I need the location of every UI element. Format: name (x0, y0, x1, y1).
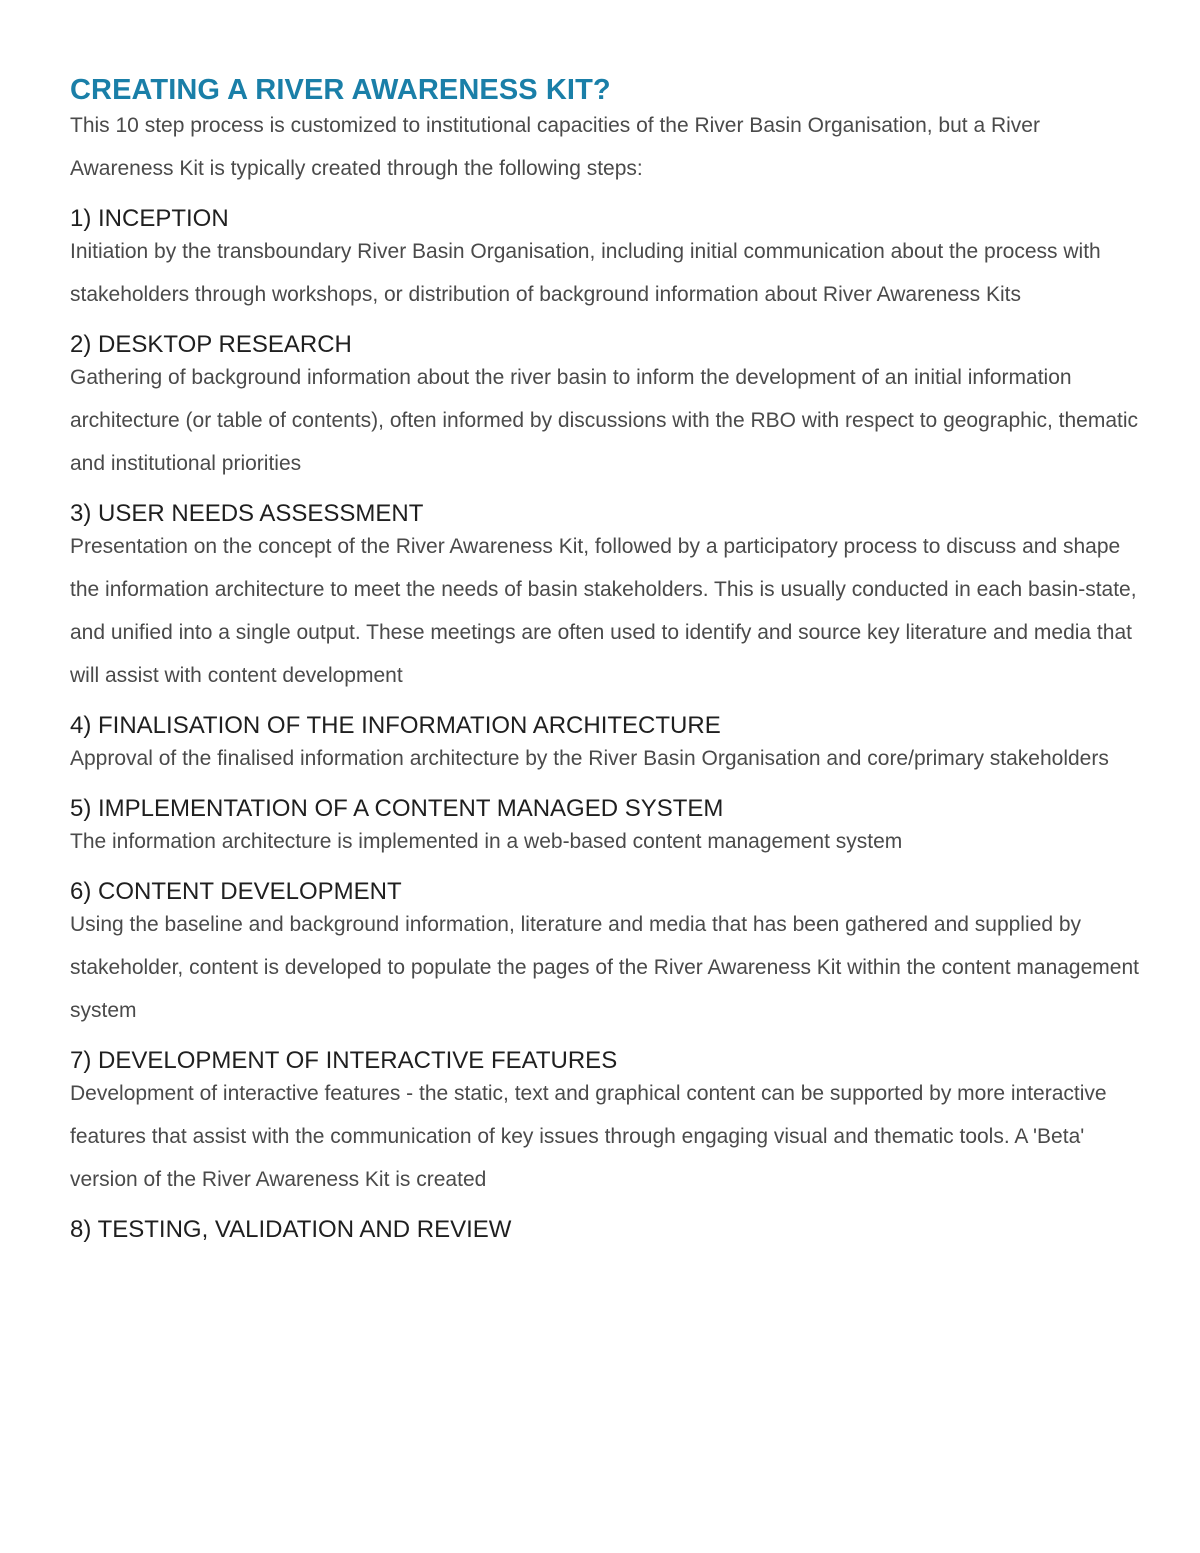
intro-paragraph: This 10 step process is customized to institutional capacities of the River Basin Organisation, but a River Awareness Kit is typically created through the following steps: (70, 114, 1040, 180)
step-description: Presentation on the concept of the River Awareness Kit, followed by a participatory process to discuss and shape the information architecture to meet the needs of basin stakeholders. This is usually conducted in each basin-state, and unified into a single output. These meetings are often used to identify and source key literature and media that will assist with content development (70, 535, 1137, 687)
step-section-2 (70, 330, 1140, 485)
step-description: The information architecture is implemented in a web-based content management system (70, 830, 903, 853)
step-heading: 5) IMPLEMENTATION OF A CONTENT MANAGED SYSTEM (70, 795, 724, 822)
step-heading: 4) FINALISATION OF THE INFORMATION ARCHITECTURE (70, 712, 721, 739)
step-section-6 (70, 877, 1140, 1032)
step-heading: 1) INCEPTION (70, 205, 229, 232)
document-page (70, 72, 1140, 1245)
step-heading: 6) CONTENT DEVELOPMENT (70, 878, 402, 905)
step-description: Gathering of background information about the river basin to inform the development of an initial information architecture (or table of contents), often informed by discussions with the RBO with respect to geographic, thematic and institutional priorities (70, 366, 1139, 475)
step-description: Development of interactive features - the static, text and graphical content can be supported by more interactive features that assist with the communication of key issues through engaging visual and thematic tools. A 'Beta' version of the River Awareness Kit is created (70, 1082, 1107, 1191)
step-section-1 (70, 204, 1140, 316)
step-description: Initiation by the transboundary River Basin Organisation, including initial communication about the process with stakeholders through workshops, or distribution of background information about River Awareness Kits (70, 240, 1101, 306)
step-section-3 (70, 499, 1140, 697)
step-heading: 3) USER NEEDS ASSESSMENT (70, 500, 424, 527)
step-section-7 (70, 1046, 1140, 1201)
step-section-8 (70, 1215, 1140, 1245)
step-section-5 (70, 794, 1140, 863)
step-heading: 2) DESKTOP RESEARCH (70, 331, 352, 358)
step-description: Approval of the finalised information architecture by the River Basin Organisation and core/primary stakeholders (70, 747, 1109, 770)
step-section-4 (70, 711, 1140, 780)
step-heading: 8) TESTING, VALIDATION AND REVIEW (70, 1216, 512, 1243)
document-title: CREATING A RIVER AWARENESS KIT? (70, 74, 611, 106)
step-heading: 7) DEVELOPMENT OF INTERACTIVE FEATURES (70, 1047, 618, 1074)
step-description: Using the baseline and background information, literature and media that has been gathered and supplied by stakeholder, content is developed to populate the pages of the River Awareness Kit within the content management system (70, 913, 1139, 1022)
